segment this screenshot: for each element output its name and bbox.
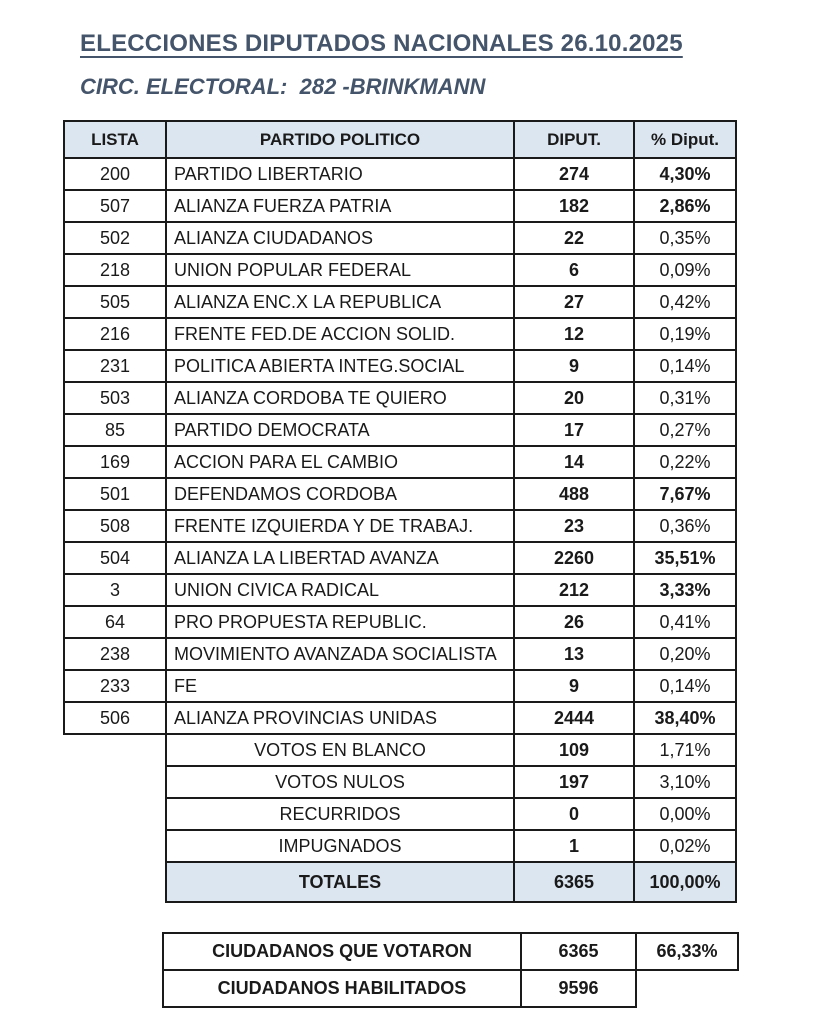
percent-cell: 0,00% [634, 798, 736, 830]
votes-cell: 9 [514, 350, 634, 382]
lista-cell: 501 [64, 478, 166, 510]
votes-cell: 2444 [514, 702, 634, 734]
summary-label-cell: VOTOS NULOS [166, 766, 514, 798]
votes-cell: 0 [514, 798, 634, 830]
party-name-cell: PARTIDO LIBERTARIO [166, 158, 514, 190]
party-row [64, 286, 736, 318]
empty-spacer-cell [64, 734, 166, 766]
lista-cell: 505 [64, 286, 166, 318]
percent-cell: 0,41% [634, 606, 736, 638]
turnout-table-body [163, 933, 738, 1007]
party-row [64, 606, 736, 638]
party-name-cell: ALIANZA ENC.X LA REPUBLICA [166, 286, 514, 318]
turnout-value-cell: 6365 [521, 933, 636, 970]
lista-cell: 231 [64, 350, 166, 382]
party-row [64, 222, 736, 254]
lista-cell: 233 [64, 670, 166, 702]
votes-cell: 182 [514, 190, 634, 222]
party-row [64, 542, 736, 574]
party-name-cell: ACCION PARA EL CAMBIO [166, 446, 514, 478]
turnout-percent-cell [636, 970, 738, 1007]
party-name-cell: FRENTE FED.DE ACCION SOLID. [166, 318, 514, 350]
party-row [64, 350, 736, 382]
turnout-percent-cell: 66,33% [636, 933, 738, 970]
lista-cell: 504 [64, 542, 166, 574]
turnout-label-cell: CIUDADANOS HABILITADOS [163, 970, 521, 1007]
summary-row [64, 798, 736, 830]
percent-cell: 38,40% [634, 702, 736, 734]
percent-cell: 0,14% [634, 350, 736, 382]
lista-cell: 218 [64, 254, 166, 286]
turnout-row [163, 970, 738, 1007]
summary-label-cell: RECURRIDOS [166, 798, 514, 830]
percent-cell: 0,22% [634, 446, 736, 478]
party-row [64, 574, 736, 606]
percent-cell: 0,20% [634, 638, 736, 670]
party-name-cell: DEFENDAMOS CORDOBA [166, 478, 514, 510]
percent-cell: 0,35% [634, 222, 736, 254]
percent-cell: 2,86% [634, 190, 736, 222]
empty-spacer-cell [64, 798, 166, 830]
votes-cell: 23 [514, 510, 634, 542]
percent-cell: 0,09% [634, 254, 736, 286]
votes-cell: 26 [514, 606, 634, 638]
percent-cell: 0,14% [634, 670, 736, 702]
votes-cell: 6 [514, 254, 634, 286]
electoral-circuit-subtitle: CIRC. ELECTORAL: 282 -BRINKMANN [80, 74, 486, 99]
lista-cell: 508 [64, 510, 166, 542]
percent-cell: 0,36% [634, 510, 736, 542]
party-row [64, 670, 736, 702]
percent-cell: 0,27% [634, 414, 736, 446]
percent-cell: 0,02% [634, 830, 736, 862]
votes-cell: 13 [514, 638, 634, 670]
page-title: ELECCIONES DIPUTADOS NACIONALES 26.10.2025 [80, 30, 683, 57]
results-table-body [64, 158, 736, 902]
party-name-cell: MOVIMIENTO AVANZADA SOCIALISTA [166, 638, 514, 670]
party-row [64, 254, 736, 286]
percent-cell: 1,71% [634, 734, 736, 766]
votes-cell: 197 [514, 766, 634, 798]
party-row [64, 702, 736, 734]
totals-percent-cell: 100,00% [634, 862, 736, 902]
empty-spacer-cell [64, 830, 166, 862]
totals-row [64, 862, 736, 902]
lista-cell: 64 [64, 606, 166, 638]
column-header-partido: PARTIDO POLITICO [166, 121, 514, 158]
percent-cell: 0,19% [634, 318, 736, 350]
lista-cell: 502 [64, 222, 166, 254]
party-row [64, 446, 736, 478]
party-name-cell: FE [166, 670, 514, 702]
empty-spacer-cell [64, 766, 166, 798]
votes-cell: 9 [514, 670, 634, 702]
totals-votes-cell: 6365 [514, 862, 634, 902]
column-header-pct: % Diput. [634, 121, 736, 158]
totals-label-cell: TOTALES [166, 862, 514, 902]
party-name-cell: FRENTE IZQUIERDA Y DE TRABAJ. [166, 510, 514, 542]
party-name-cell: ALIANZA PROVINCIAS UNIDAS [166, 702, 514, 734]
lista-cell: 238 [64, 638, 166, 670]
turnout-table [162, 932, 739, 1008]
summary-row [64, 766, 736, 798]
party-name-cell: POLITICA ABIERTA INTEG.SOCIAL [166, 350, 514, 382]
votes-cell: 22 [514, 222, 634, 254]
party-name-cell: PRO PROPUESTA REPUBLIC. [166, 606, 514, 638]
party-row [64, 478, 736, 510]
results-table [63, 120, 737, 903]
votes-cell: 1 [514, 830, 634, 862]
party-name-cell: UNION POPULAR FEDERAL [166, 254, 514, 286]
votes-cell: 17 [514, 414, 634, 446]
votes-cell: 274 [514, 158, 634, 190]
votes-cell: 14 [514, 446, 634, 478]
votes-cell: 27 [514, 286, 634, 318]
votes-cell: 109 [514, 734, 634, 766]
votes-cell: 488 [514, 478, 634, 510]
summary-row [64, 830, 736, 862]
lista-cell: 507 [64, 190, 166, 222]
party-name-cell: UNION CIVICA RADICAL [166, 574, 514, 606]
lista-cell: 216 [64, 318, 166, 350]
party-name-cell: ALIANZA CORDOBA TE QUIERO [166, 382, 514, 414]
percent-cell: 35,51% [634, 542, 736, 574]
party-name-cell: ALIANZA CIUDADANOS [166, 222, 514, 254]
party-row [64, 382, 736, 414]
party-name-cell: ALIANZA LA LIBERTAD AVANZA [166, 542, 514, 574]
party-name-cell: ALIANZA FUERZA PATRIA [166, 190, 514, 222]
lista-cell: 3 [64, 574, 166, 606]
party-row [64, 190, 736, 222]
turnout-label-cell: CIUDADANOS QUE VOTARON [163, 933, 521, 970]
column-header-lista: LISTA [64, 121, 166, 158]
percent-cell: 0,31% [634, 382, 736, 414]
votes-cell: 212 [514, 574, 634, 606]
summary-row [64, 734, 736, 766]
votes-cell: 20 [514, 382, 634, 414]
party-row [64, 318, 736, 350]
lista-cell: 85 [64, 414, 166, 446]
percent-cell: 7,67% [634, 478, 736, 510]
lista-cell: 169 [64, 446, 166, 478]
results-header-row [64, 121, 736, 158]
summary-label-cell: VOTOS EN BLANCO [166, 734, 514, 766]
party-row [64, 414, 736, 446]
percent-cell: 3,33% [634, 574, 736, 606]
summary-label-cell: IMPUGNADOS [166, 830, 514, 862]
lista-cell: 503 [64, 382, 166, 414]
party-row [64, 510, 736, 542]
lista-cell: 200 [64, 158, 166, 190]
party-row [64, 158, 736, 190]
percent-cell: 0,42% [634, 286, 736, 318]
party-name-cell: PARTIDO DEMOCRATA [166, 414, 514, 446]
party-row [64, 638, 736, 670]
percent-cell: 4,30% [634, 158, 736, 190]
turnout-value-cell: 9596 [521, 970, 636, 1007]
votes-cell: 2260 [514, 542, 634, 574]
lista-cell: 506 [64, 702, 166, 734]
votes-cell: 12 [514, 318, 634, 350]
turnout-row [163, 933, 738, 970]
column-header-diput: DIPUT. [514, 121, 634, 158]
empty-spacer-cell [64, 862, 166, 902]
percent-cell: 3,10% [634, 766, 736, 798]
